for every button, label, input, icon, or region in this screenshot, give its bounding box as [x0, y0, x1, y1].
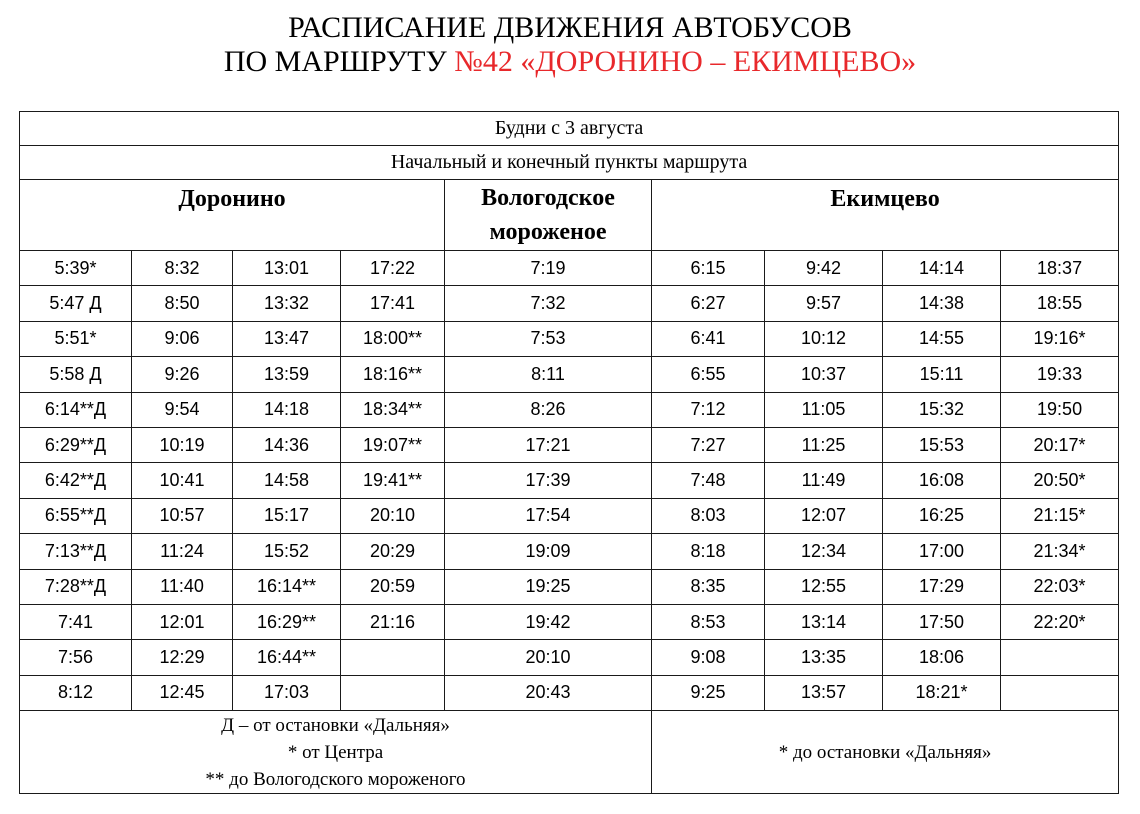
title-prefix: ПО МАРШРУТУ	[223, 45, 455, 78]
time-cell: 8:11	[445, 357, 652, 392]
time-cell: 11:25	[765, 427, 883, 462]
time-cell: 6:55	[652, 357, 765, 392]
time-cell: 21:34*	[1001, 534, 1119, 569]
time-cell: 17:29	[883, 569, 1001, 604]
time-cell: 9:54	[132, 392, 233, 427]
time-cell: 7:41	[20, 604, 132, 639]
table-row	[20, 675, 1119, 710]
time-cell: 19:07**	[341, 427, 445, 462]
time-cell: 15:32	[883, 392, 1001, 427]
time-cell: 12:07	[765, 498, 883, 533]
time-cell: 12:45	[132, 675, 233, 710]
time-cell: 13:32	[233, 286, 341, 321]
time-cell: 19:25	[445, 569, 652, 604]
time-cell: 17:21	[445, 427, 652, 462]
time-cell: 6:27	[652, 286, 765, 321]
time-cell: 12:55	[765, 569, 883, 604]
time-cell: 20:50*	[1001, 463, 1119, 498]
time-cell: 16:14**	[233, 569, 341, 604]
time-cell: 19:42	[445, 604, 652, 639]
time-cell: 19:09	[445, 534, 652, 569]
time-cell: 10:12	[765, 321, 883, 356]
time-cell: 13:14	[765, 604, 883, 639]
time-cell: 17:03	[233, 675, 341, 710]
time-cell: 17:41	[341, 286, 445, 321]
time-cell: 15:53	[883, 427, 1001, 462]
time-cell: 16:44**	[233, 640, 341, 675]
time-cell: 22:20*	[1001, 604, 1119, 639]
table-row	[20, 604, 1119, 639]
time-cell: 14:18	[233, 392, 341, 427]
time-cell: 12:29	[132, 640, 233, 675]
time-cell: 19:16*	[1001, 321, 1119, 356]
times-body	[20, 251, 1119, 711]
time-cell: 13:35	[765, 640, 883, 675]
time-cell: 7:12	[652, 392, 765, 427]
time-cell: 8:18	[652, 534, 765, 569]
time-cell: 8:03	[652, 498, 765, 533]
time-cell: 22:03*	[1001, 569, 1119, 604]
time-cell: 8:35	[652, 569, 765, 604]
time-cell: 7:19	[445, 251, 652, 286]
time-cell: 11:49	[765, 463, 883, 498]
time-cell: 18:34**	[341, 392, 445, 427]
time-cell: 13:01	[233, 251, 341, 286]
time-cell: 16:08	[883, 463, 1001, 498]
period-header: Будни с 3 августа	[20, 112, 1119, 146]
time-cell: 11:05	[765, 392, 883, 427]
table-row	[20, 286, 1119, 321]
time-cell: 18:16**	[341, 357, 445, 392]
time-cell: 20:10	[445, 640, 652, 675]
time-cell: 12:01	[132, 604, 233, 639]
time-cell: 21:15*	[1001, 498, 1119, 533]
time-cell: 15:52	[233, 534, 341, 569]
time-cell: 8:12	[20, 675, 132, 710]
time-cell: 9:26	[132, 357, 233, 392]
time-cell: 10:19	[132, 427, 233, 462]
note-star: * от Центра	[287, 741, 384, 763]
time-cell: 5:47 Д	[20, 286, 132, 321]
time-cell: 8:32	[132, 251, 233, 286]
time-cell: 17:50	[883, 604, 1001, 639]
time-cell	[341, 640, 445, 675]
title-line-2	[0, 45, 1140, 79]
time-cell: 6:29**Д	[20, 427, 132, 462]
time-cell: 20:10	[341, 498, 445, 533]
time-cell: 8:50	[132, 286, 233, 321]
time-cell: 6:42**Д	[20, 463, 132, 498]
table-row	[20, 640, 1119, 675]
route-name: №42 «ДОРОНИНО – ЕКИМЦЕВО»	[454, 45, 917, 78]
note-d: Д – от остановки «Дальняя»	[221, 714, 450, 736]
time-cell: 18:37	[1001, 251, 1119, 286]
time-cell: 7:28**Д	[20, 569, 132, 604]
time-cell: 7:56	[20, 640, 132, 675]
time-cell: 18:00**	[341, 321, 445, 356]
time-cell: 9:42	[765, 251, 883, 286]
time-cell: 7:32	[445, 286, 652, 321]
time-cell: 18:06	[883, 640, 1001, 675]
time-cell: 9:08	[652, 640, 765, 675]
time-cell: 16:29**	[233, 604, 341, 639]
time-cell: 18:55	[1001, 286, 1119, 321]
time-cell: 20:29	[341, 534, 445, 569]
time-cell: 17:00	[883, 534, 1001, 569]
time-cell: 13:47	[233, 321, 341, 356]
time-cell: 16:25	[883, 498, 1001, 533]
time-cell: 19:50	[1001, 392, 1119, 427]
time-cell: 8:53	[652, 604, 765, 639]
time-cell: 21:16	[341, 604, 445, 639]
time-cell: 20:59	[341, 569, 445, 604]
time-cell: 11:40	[132, 569, 233, 604]
time-cell: 7:48	[652, 463, 765, 498]
time-cell: 6:14**Д	[20, 392, 132, 427]
time-cell: 9:57	[765, 286, 883, 321]
title-line-1: РАСПИСАНИЕ ДВИЖЕНИЯ АВТОБУСОВ	[288, 11, 852, 44]
points-header: Начальный и конечный пункты маршрута	[20, 146, 1119, 180]
time-cell: 6:41	[652, 321, 765, 356]
time-cell: 7:53	[445, 321, 652, 356]
table-row	[20, 392, 1119, 427]
time-cell: 7:27	[652, 427, 765, 462]
table-row	[20, 534, 1119, 569]
time-cell: 13:57	[765, 675, 883, 710]
time-cell: 19:41**	[341, 463, 445, 498]
table-row	[20, 498, 1119, 533]
stop-vologodskoe-morozhenoe: Вологодское мороженое	[445, 180, 652, 251]
time-cell: 14:58	[233, 463, 341, 498]
time-cell: 6:15	[652, 251, 765, 286]
time-cell: 14:14	[883, 251, 1001, 286]
time-cell: 15:11	[883, 357, 1001, 392]
time-cell: 18:21*	[883, 675, 1001, 710]
time-cell: 15:17	[233, 498, 341, 533]
table-row	[20, 251, 1119, 286]
time-cell: 20:43	[445, 675, 652, 710]
time-cell: 10:37	[765, 357, 883, 392]
time-cell: 17:22	[341, 251, 445, 286]
table-row	[20, 357, 1119, 392]
time-cell	[341, 675, 445, 710]
time-cell: 20:17*	[1001, 427, 1119, 462]
time-cell: 14:36	[233, 427, 341, 462]
table-row	[20, 427, 1119, 462]
table-row	[20, 463, 1119, 498]
time-cell: 17:39	[445, 463, 652, 498]
time-cell: 11:24	[132, 534, 233, 569]
table-row	[20, 321, 1119, 356]
time-cell: 19:33	[1001, 357, 1119, 392]
time-cell: 9:06	[132, 321, 233, 356]
time-cell: 7:13**Д	[20, 534, 132, 569]
time-cell: 10:41	[132, 463, 233, 498]
notes-right: * до остановки «Дальняя»	[652, 711, 1119, 794]
time-cell: 6:55**Д	[20, 498, 132, 533]
time-cell: 5:39*	[20, 251, 132, 286]
time-cell: 13:59	[233, 357, 341, 392]
time-cell	[1001, 675, 1119, 710]
time-cell: 9:25	[652, 675, 765, 710]
schedule-table	[19, 111, 1119, 794]
note-double-star: ** до Вологодского мороженого	[205, 768, 466, 790]
time-cell: 14:38	[883, 286, 1001, 321]
time-cell: 5:51*	[20, 321, 132, 356]
stop-doronino: Доронино	[20, 180, 445, 251]
time-cell: 14:55	[883, 321, 1001, 356]
time-cell: 12:34	[765, 534, 883, 569]
stop-ekimtsevo: Екимцево	[652, 180, 1119, 251]
table-row	[20, 569, 1119, 604]
time-cell: 10:57	[132, 498, 233, 533]
time-cell: 5:58 Д	[20, 357, 132, 392]
time-cell: 17:54	[445, 498, 652, 533]
time-cell	[1001, 640, 1119, 675]
time-cell: 8:26	[445, 392, 652, 427]
notes-left	[20, 711, 652, 794]
